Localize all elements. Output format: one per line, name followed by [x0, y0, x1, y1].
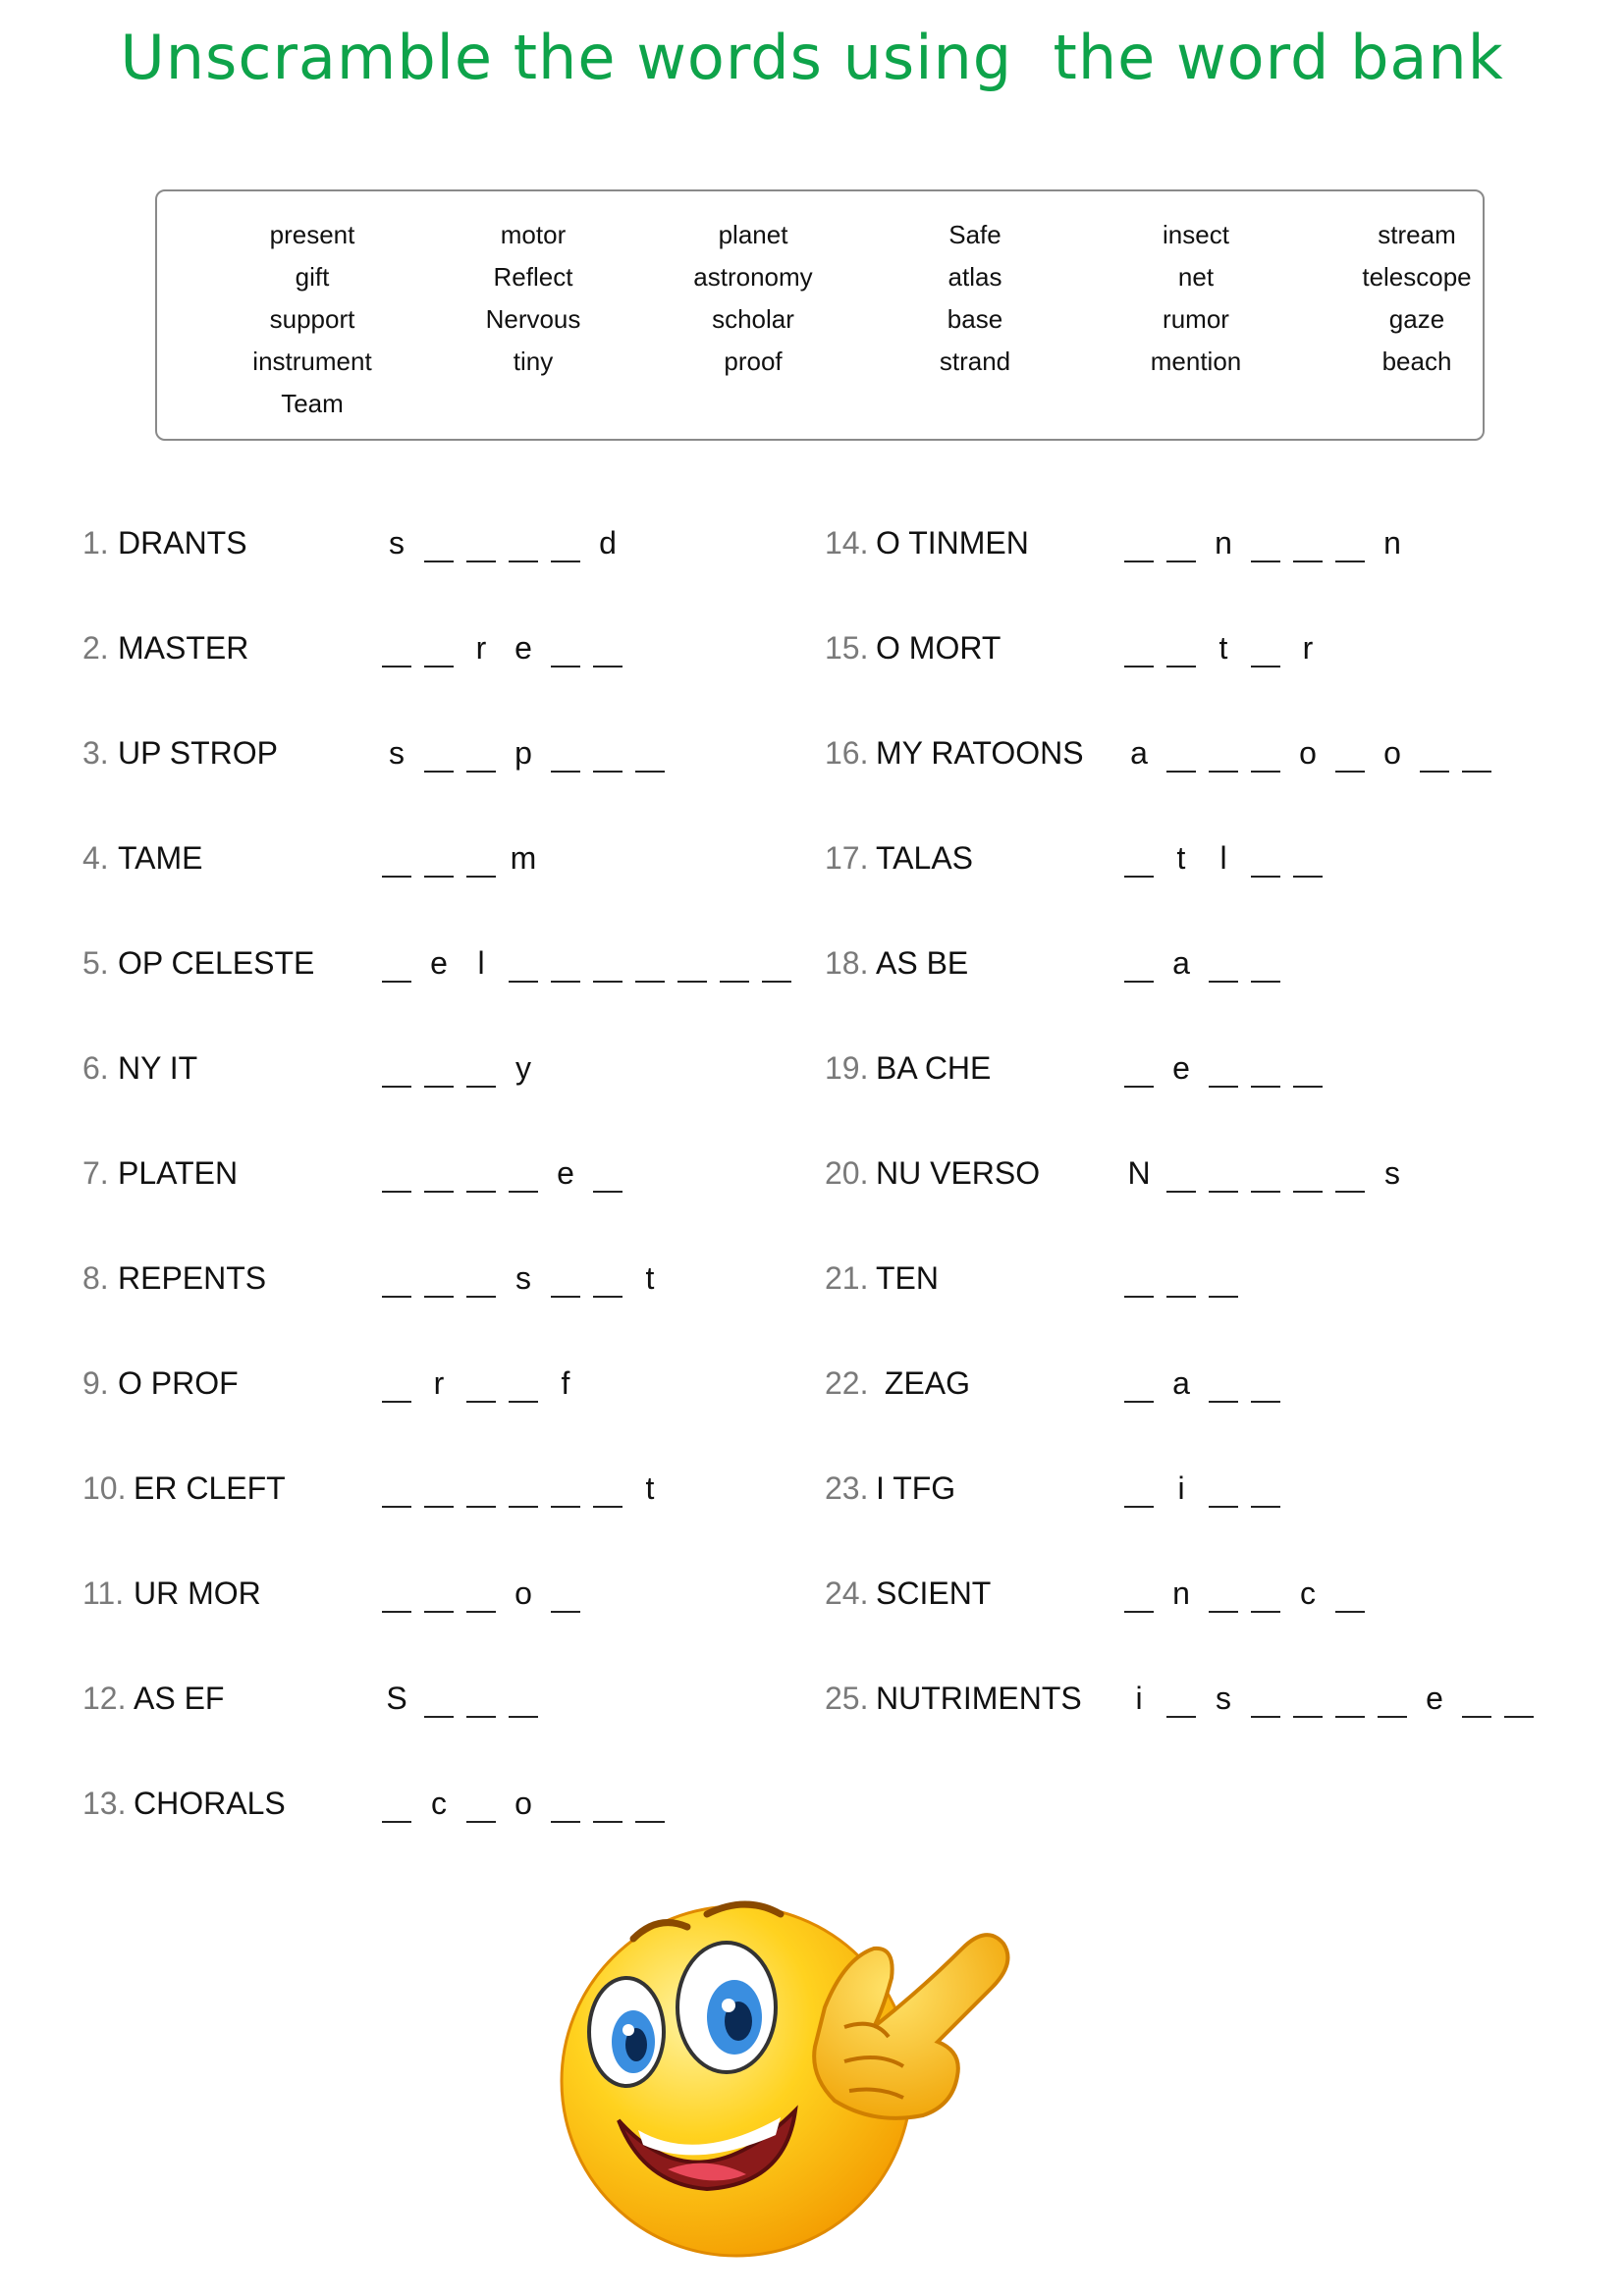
question-row [825, 1153, 1532, 1212]
answer-blank[interactable] [1293, 1679, 1323, 1718]
question-row [825, 838, 1532, 897]
question-row [82, 1574, 789, 1632]
answer-blank[interactable] [509, 1679, 538, 1718]
question-number: 25. [825, 1681, 869, 1716]
question-row [825, 1574, 1532, 1632]
answer-hint-letter: n [1215, 525, 1232, 561]
answer-hint-letter: N [1127, 1155, 1151, 1191]
answer-blank[interactable] [1251, 733, 1280, 773]
scrambled-word: O PROF [118, 1365, 239, 1401]
answer-blank[interactable] [551, 628, 580, 667]
word-bank-word: stream [1378, 220, 1456, 249]
question-row [825, 1679, 1532, 1737]
scrambled-word: UP STROP [118, 735, 278, 771]
question-number: 3. [82, 735, 109, 771]
answer-blank[interactable] [382, 628, 411, 667]
answer-hint-letter: e [430, 945, 448, 981]
answer-hint-letter: r [475, 630, 487, 666]
answer-blank[interactable] [1335, 1153, 1365, 1193]
answer-hint-letter: l [477, 945, 485, 981]
question-row [82, 733, 789, 792]
question-row [82, 1258, 789, 1317]
answer-blank[interactable] [382, 1784, 411, 1823]
question-number: 11. [82, 1575, 125, 1611]
question-row [825, 1363, 1532, 1422]
question-number: 4. [82, 840, 109, 876]
scrambled-word: ZEAG [876, 1365, 971, 1401]
word-bank-word: rumor [1163, 304, 1229, 334]
answer-blank[interactable] [509, 1468, 538, 1508]
scrambled-word: AS BE [876, 945, 969, 981]
answer-blank[interactable] [720, 943, 749, 983]
answer-blank[interactable] [509, 1153, 538, 1193]
answer-blank[interactable] [1251, 838, 1280, 878]
answer-blank[interactable] [382, 1468, 411, 1508]
answer-blank[interactable] [1209, 1363, 1238, 1403]
word-bank-word: instrument [252, 347, 372, 376]
word-bank-word: gaze [1388, 304, 1445, 334]
answer-blank[interactable] [1251, 523, 1280, 562]
answer-hint-letter: c [431, 1786, 447, 1821]
word-bank-column [1085, 217, 1307, 386]
answer-hint-letter: o [514, 1575, 532, 1611]
word-bank-column [864, 217, 1086, 386]
answer-hint-letter: t [1176, 840, 1186, 876]
question-number: 12. [82, 1681, 127, 1716]
word-bank-column [642, 217, 864, 386]
answer-hint-letter: n [1383, 525, 1401, 561]
answer-blank[interactable] [382, 1258, 411, 1298]
answer-blank[interactable] [1209, 1153, 1238, 1193]
word-bank-word: scholar [712, 304, 794, 334]
answer-blank[interactable] [1124, 1574, 1154, 1613]
answer-blank[interactable] [1251, 943, 1280, 983]
answer-hint-letter: e [1172, 1050, 1190, 1086]
scrambled-word: MY RATOONS [876, 735, 1084, 771]
scrambled-word: ER CLEFT [134, 1470, 286, 1506]
word-bank-word: Nervous [485, 304, 581, 334]
answer-blank[interactable] [1251, 1468, 1280, 1508]
answer-blank[interactable] [424, 733, 454, 773]
question-number: 5. [82, 945, 109, 981]
question-number: 8. [82, 1260, 109, 1296]
answer-blank[interactable] [635, 1784, 665, 1823]
answer-blank[interactable] [466, 1363, 496, 1403]
answer-blank[interactable] [1209, 943, 1238, 983]
word-bank-column [201, 217, 423, 428]
question-number: 24. [825, 1575, 869, 1611]
answer-blank[interactable] [466, 1153, 496, 1193]
scrambled-word: NUTRIMENTS [876, 1681, 1082, 1716]
answer-blank[interactable] [635, 733, 665, 773]
question-number: 23. [825, 1470, 869, 1506]
answer-blank[interactable] [1124, 1048, 1154, 1088]
answer-hint-letter: t [645, 1470, 655, 1506]
answer-hint-letter: o [514, 1786, 532, 1821]
word-bank-word: Safe [948, 220, 1001, 249]
answer-blank[interactable] [593, 1153, 623, 1193]
word-bank-word: mention [1150, 347, 1242, 376]
question-row [82, 523, 789, 582]
answer-blank[interactable] [593, 1258, 623, 1298]
answer-hint-letter: a [1172, 945, 1190, 981]
answer-blank[interactable] [424, 1468, 454, 1508]
answer-blank[interactable] [1462, 1679, 1491, 1718]
question-number: 15. [825, 630, 869, 666]
answer-blank[interactable] [593, 628, 623, 667]
scrambled-word: O TINMEN [876, 525, 1029, 561]
answer-blank[interactable] [1504, 1679, 1534, 1718]
answer-blank[interactable] [1293, 1048, 1323, 1088]
question-row [825, 943, 1532, 1002]
answer-blank[interactable] [1251, 1363, 1280, 1403]
question-row [82, 1048, 789, 1107]
scrambled-word: I TFG [876, 1470, 956, 1506]
answer-blank[interactable] [1209, 733, 1238, 773]
answer-blank[interactable] [424, 1679, 454, 1718]
answer-blank[interactable] [466, 523, 496, 562]
answer-blank[interactable] [1335, 733, 1365, 773]
answer-blank[interactable] [551, 1574, 580, 1613]
answer-hint-letter: e [514, 630, 532, 666]
question-row [82, 1679, 789, 1737]
answer-hint-letter: s [515, 1260, 531, 1296]
answer-blank[interactable] [382, 1363, 411, 1403]
scrambled-word: PLATEN [118, 1155, 239, 1191]
answer-hint-letter: y [515, 1050, 531, 1086]
word-bank-word: telescope [1362, 262, 1472, 292]
answer-hint-letter: e [557, 1155, 574, 1191]
answer-blank[interactable] [1378, 1679, 1407, 1718]
word-bank-column [422, 217, 644, 386]
answer-hint-letter: d [599, 525, 617, 561]
answer-blank[interactable] [593, 733, 623, 773]
answer-blank[interactable] [1251, 1153, 1280, 1193]
answer-blank[interactable] [551, 1784, 580, 1823]
word-bank-word: net [1177, 262, 1215, 292]
answer-blank[interactable] [551, 733, 580, 773]
answer-blank[interactable] [424, 1153, 454, 1193]
answer-blank[interactable] [424, 1258, 454, 1298]
answer-blank[interactable] [1124, 943, 1154, 983]
question-number: 9. [82, 1365, 109, 1401]
answer-hint-letter: r [1302, 630, 1314, 666]
answer-blank[interactable] [424, 523, 454, 562]
answer-blank[interactable] [1251, 1574, 1280, 1613]
answer-hint-letter: S [386, 1681, 407, 1716]
scrambled-word: AS EF [134, 1681, 225, 1716]
answer-blank[interactable] [466, 1679, 496, 1718]
answer-blank[interactable] [1335, 1574, 1365, 1613]
answer-blank[interactable] [466, 1784, 496, 1823]
answer-blank[interactable] [466, 1468, 496, 1508]
scrambled-word: REPENTS [118, 1260, 267, 1296]
question-number: 2. [82, 630, 109, 666]
answer-blank[interactable] [1335, 523, 1365, 562]
answer-hint-letter: n [1172, 1575, 1190, 1611]
scrambled-word: MASTER [118, 630, 249, 666]
answer-hint-letter: t [645, 1260, 655, 1296]
question-row [82, 1784, 789, 1842]
answer-hint-letter: r [433, 1365, 445, 1401]
answer-blank[interactable] [382, 838, 411, 878]
answer-hint-letter: a [1130, 735, 1148, 771]
worksheet-title: Unscramble the words using the word bank [120, 22, 1504, 93]
answer-blank[interactable] [466, 733, 496, 773]
question-row [82, 628, 789, 687]
scrambled-word: UR MOR [134, 1575, 261, 1611]
question-row [82, 943, 789, 1002]
answer-blank[interactable] [424, 1048, 454, 1088]
answer-blank[interactable] [1420, 733, 1449, 773]
answer-hint-letter: t [1218, 630, 1228, 666]
scrambled-word: BA CHE [876, 1050, 992, 1086]
answer-blank[interactable] [382, 1574, 411, 1613]
answer-blank[interactable] [1124, 523, 1154, 562]
answer-blank[interactable] [1124, 1468, 1154, 1508]
word-bank [155, 189, 1485, 441]
answer-blank[interactable] [1209, 1258, 1238, 1298]
answer-blank[interactable] [1293, 1153, 1323, 1193]
answer-blank[interactable] [509, 1363, 538, 1403]
answer-blank[interactable] [1293, 838, 1323, 878]
word-bank-word: gift [295, 262, 330, 292]
word-bank-word: atlas [947, 262, 1002, 292]
word-bank-word: beach [1381, 347, 1452, 376]
answer-blank[interactable] [424, 838, 454, 878]
answer-blank[interactable] [551, 943, 580, 983]
answer-hint-letter: a [1172, 1365, 1190, 1401]
question-number: 17. [825, 840, 869, 876]
word-bank-word: strand [939, 347, 1011, 376]
question-number: 19. [825, 1050, 869, 1086]
answer-hint-letter: s [389, 525, 405, 561]
question-number: 10. [82, 1470, 127, 1506]
answer-blank[interactable] [1251, 628, 1280, 667]
answer-blank[interactable] [551, 1258, 580, 1298]
scrambled-word: NY IT [118, 1050, 198, 1086]
word-bank-word: present [269, 220, 355, 249]
answer-blank[interactable] [677, 943, 707, 983]
question-number: 13. [82, 1786, 127, 1821]
word-bank-word: tiny [513, 347, 554, 376]
word-bank-word: Team [281, 389, 344, 418]
word-bank-word: proof [724, 347, 783, 376]
answer-blank[interactable] [762, 943, 791, 983]
answer-blank[interactable] [1335, 1679, 1365, 1718]
answer-hint-letter: e [1426, 1681, 1443, 1716]
question-number: 16. [825, 735, 869, 771]
answer-blank[interactable] [1166, 1258, 1196, 1298]
answer-hint-letter: o [1383, 735, 1401, 771]
answer-hint-letter: l [1219, 840, 1227, 876]
answer-blank[interactable] [466, 1258, 496, 1298]
scrambled-word: TAME [118, 840, 203, 876]
answer-hint-letter: s [1384, 1155, 1400, 1191]
answer-blank[interactable] [593, 1468, 623, 1508]
answer-blank[interactable] [509, 943, 538, 983]
answer-blank[interactable] [1166, 1153, 1196, 1193]
answer-hint-letter: o [1299, 735, 1317, 771]
scrambled-word: O MORT [876, 630, 1001, 666]
scrambled-word: NU VERSO [876, 1155, 1041, 1191]
answer-blank[interactable] [1166, 523, 1196, 562]
answer-blank[interactable] [382, 1048, 411, 1088]
question-number: 22. [825, 1365, 869, 1401]
question-row [825, 523, 1532, 582]
answer-blank[interactable] [382, 1153, 411, 1193]
word-bank-word: insect [1163, 220, 1229, 249]
answer-blank[interactable] [1293, 523, 1323, 562]
question-number: 21. [825, 1260, 869, 1296]
answer-blank[interactable] [424, 1574, 454, 1613]
answer-blank[interactable] [1166, 733, 1196, 773]
word-bank-word: motor [500, 220, 567, 249]
answer-hint-letter: s [389, 735, 405, 771]
answer-blank[interactable] [635, 943, 665, 983]
question-number: 18. [825, 945, 869, 981]
question-row [825, 628, 1532, 687]
answer-blank[interactable] [1124, 1363, 1154, 1403]
thumbs-up-smiley-icon [550, 1870, 1090, 2263]
answer-blank[interactable] [382, 943, 411, 983]
answer-hint-letter: c [1300, 1575, 1316, 1611]
question-number: 7. [82, 1155, 109, 1191]
answer-blank[interactable] [466, 1048, 496, 1088]
word-bank-word: astronomy [693, 262, 813, 292]
answer-hint-letter: p [514, 735, 532, 771]
answer-blank[interactable] [551, 523, 580, 562]
answer-blank[interactable] [1124, 1258, 1154, 1298]
answer-hint-letter: m [510, 840, 537, 876]
word-bank-column [1306, 217, 1528, 386]
question-number: 14. [825, 525, 869, 561]
question-row [825, 1048, 1532, 1107]
scrambled-word: SCIENT [876, 1575, 992, 1611]
answer-blank[interactable] [1166, 628, 1196, 667]
word-bank-word: planet [718, 220, 788, 249]
scrambled-word: TALAS [876, 840, 973, 876]
answer-blank[interactable] [593, 943, 623, 983]
answer-hint-letter: i [1135, 1681, 1143, 1716]
question-number: 6. [82, 1050, 109, 1086]
word-bank-word: Reflect [493, 262, 573, 292]
answer-blank[interactable] [1166, 1679, 1196, 1718]
word-bank-word: base [947, 304, 1003, 334]
question-row [82, 1153, 789, 1212]
answer-blank[interactable] [1209, 1468, 1238, 1508]
answer-blank[interactable] [424, 628, 454, 667]
question-number: 20. [825, 1155, 869, 1191]
question-row [82, 1468, 789, 1527]
answer-blank[interactable] [551, 1468, 580, 1508]
scrambled-word: DRANTS [118, 525, 247, 561]
scrambled-word: TEN [876, 1260, 939, 1296]
word-bank-word: support [269, 304, 355, 334]
question-row [825, 1258, 1532, 1317]
answer-blank[interactable] [1251, 1048, 1280, 1088]
answer-blank[interactable] [1251, 1679, 1280, 1718]
answer-blank[interactable] [1124, 628, 1154, 667]
answer-hint-letter: i [1177, 1470, 1185, 1506]
question-row [82, 1363, 789, 1422]
answer-hint-letter: s [1216, 1681, 1231, 1716]
answer-blank[interactable] [1209, 1574, 1238, 1613]
question-row [825, 733, 1532, 792]
answer-blank[interactable] [466, 838, 496, 878]
scrambled-word: OP CELESTE [118, 945, 315, 981]
question-number: 1. [82, 525, 109, 561]
question-row [825, 1468, 1532, 1527]
scrambled-word: CHORALS [134, 1786, 286, 1821]
answer-hint-letter: f [561, 1365, 570, 1401]
answer-blank[interactable] [466, 1574, 496, 1613]
answer-blank[interactable] [1124, 838, 1154, 878]
question-row [82, 838, 789, 897]
answer-blank[interactable] [509, 523, 538, 562]
answer-blank[interactable] [593, 1784, 623, 1823]
answer-blank[interactable] [1462, 733, 1491, 773]
answer-blank[interactable] [1209, 1048, 1238, 1088]
